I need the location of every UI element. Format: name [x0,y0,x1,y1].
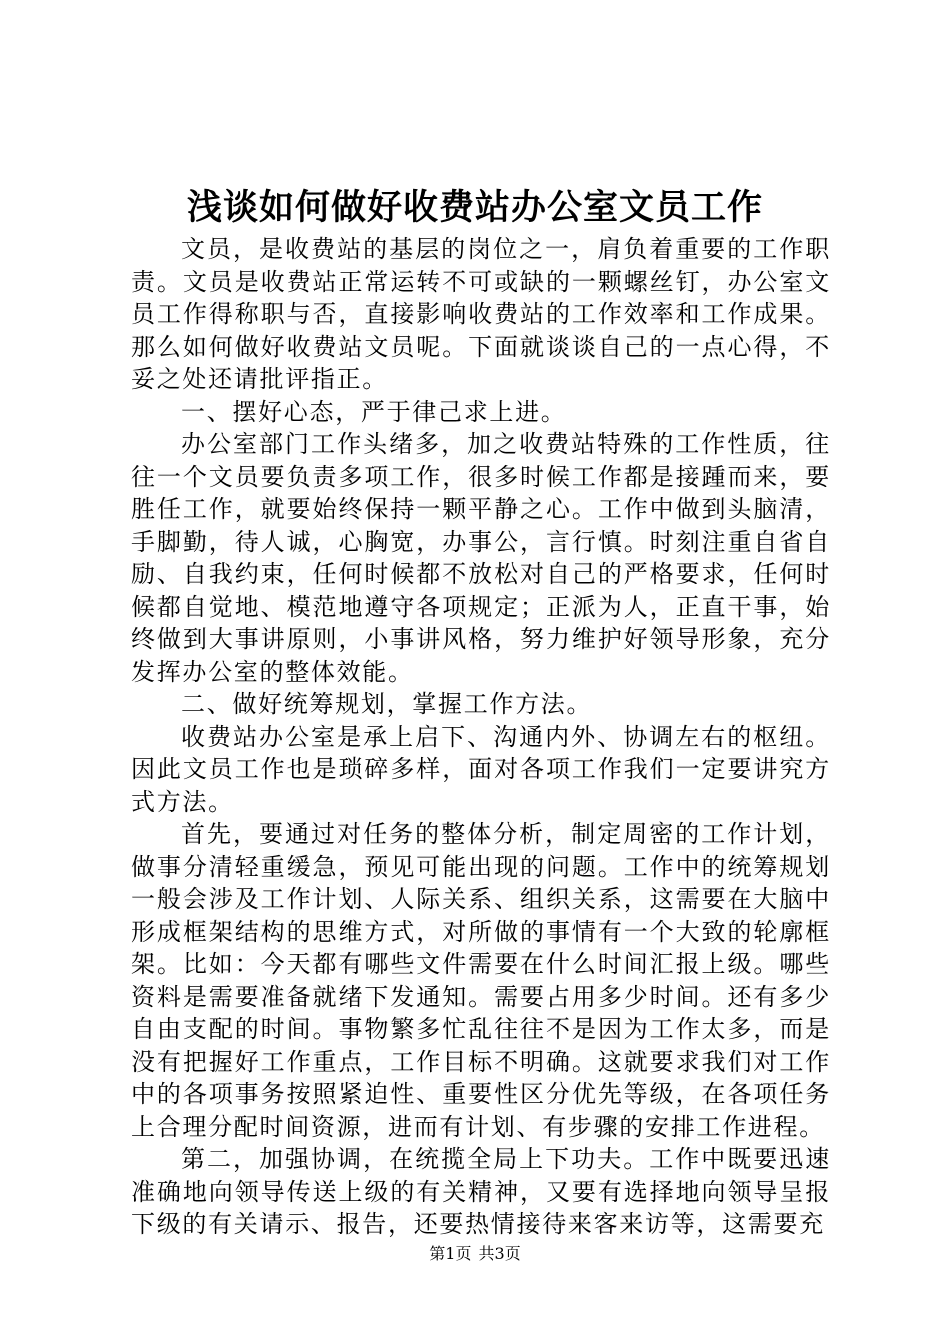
paragraph-section-2: 收费站办公室是承上启下、沟通内外、协调左右的枢纽。因此文员工作也是琐碎多样，面对各项工作我们一定要讲究方式方法。 [131,722,831,816]
paragraph-intro: 文员，是收费站的基层的岗位之一，肩负着重要的工作职责。文员是收费站正常运转不可或缺的一颗螺丝钉，办公室文员工作得称职与否，直接影响收费站的工作效率和工作成果。那么如何做好收费站文员呢。下面就谈谈自己的一点心得，不妥之处还请批评指正。 [131,235,831,393]
page-footer [0,1243,950,1265]
section-heading-2: 二、做好统筹规划，掌握工作方法。 [181,690,593,718]
paragraph-second-point: 第二，加强协调，在统揽全局上下功夫。工作中既要迅速准确地向领导传送上级的有关精神，又要有选择地向领导呈报下级的有关请示、报告，还要热情接待来客来访等，这需要充 [131,1145,831,1238]
paragraph-section-1: 办公室部门工作头绪多，加之收费站特殊的工作性质，往往一个文员要负责多项工作，很多时候工作都是接踵而来，要胜任工作，就要始终保持一颗平静之心。工作中做到头脑清，手脚勤，待人诚，心胸宽，办事公，言行慎。时刻注重自省自励、自我约束，任何时候都不放松对自己的严格要求，任何时候都自觉地、模范地遵守各项规定；正派为人，正直干事，始终做到大事讲原则，小事讲风格，努力维护好领导形象，充分发挥办公室的整体效能。 [131,430,831,686]
paragraph-first-point: 首先，要通过对任务的整体分析，制定周密的工作计划，做事分清轻重缓急，预见可能出现的问题。工作中的统筹规划一般会涉及工作计划、人际关系、组织关系，这需要在大脑中形成框架结构的思维方式，对所做的事情有一个大致的轮廓框架。比如：今天都有哪些文件需要在什么时间汇报上级。哪些资料是需要准备就绪下发通知。需要占用多少时间。还有多少自由支配的时间。事物繁多忙乱往往不是因为工作太多，而是没有把握好工作重点，工作目标不明确。这就要求我们对工作中的各项事务按照紧迫性、重要性区分优先等级，在各项任务上合理分配时间资源，进而有计划、有步骤的安排工作进程。 [131,820,831,1141]
page-total: 共3页 [478,1244,521,1263]
section-heading-1: 一、摆好心态，严于律己求上进。 [181,397,567,426]
document-title: 浅谈如何做好收费站办公室文员工作 [186,187,763,228]
page-number: 第1页 [429,1244,472,1263]
document-body [131,233,831,1241]
